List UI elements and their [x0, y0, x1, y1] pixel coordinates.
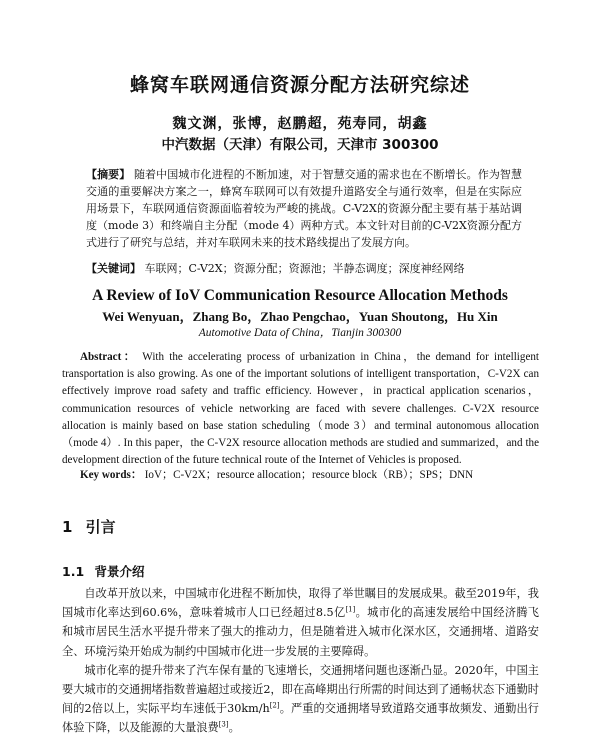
body-text [62, 584, 539, 738]
section-1-number: 1 [62, 518, 73, 536]
english-abstract [62, 349, 539, 469]
chinese-abstract [86, 166, 522, 251]
chinese-abstract-label: 【摘要】 [86, 168, 131, 181]
section-1-1-title: 背景介绍 [94, 564, 145, 579]
paragraph-2-text-a: 城市化率的提升带来了汽车保有量的飞速增长，交通拥堵问题也逐渐凸显。2020年，中国主要大城市的交通拥堵指数普遍超过或接近2，即在高峰期出行所需的时间达到了通畅状态下通勤时间的2倍以上，实际平均车速低于30km/h [62, 663, 539, 716]
section-1-title: 引言 [85, 518, 116, 536]
english-authors: Wei Wenyuan，Zhang Bo，Zhao Pengchao，Yuan Shoutong，Hu Xin [102, 309, 498, 324]
citation-1: [1] [345, 605, 356, 614]
section-1-1-heading [62, 562, 145, 580]
chinese-keywords-text: 车联网；C-V2X；资源分配；资源池；半静态调度；深度神经网络 [144, 262, 465, 275]
section-1-1-number: 1.1 [62, 564, 85, 579]
english-keywords [80, 467, 540, 484]
chinese-keywords-label: 【关键词】 [86, 262, 141, 275]
english-affiliation: Automotive Data of China，Tianjin 300300 [198, 327, 402, 339]
paragraph-2 [62, 661, 539, 738]
paragraph-1-text-a: 自改革开放以来，中国城市化进程不断加快，取得了举世瞩目的发展成果。截至2019年，我国城市化率达到60.6%，意味着城市人口已经超过8.5亿 [62, 587, 539, 620]
paragraph-2-text-b: 。严重的交通拥堵导致道路交通事故频发、通勤出行体验下降，以及能源的大量浪费 [62, 702, 539, 735]
chinese-authors: 魏文渊，张博，赵鹏超，苑寿同，胡鑫 [172, 116, 428, 132]
chinese-title: 蜂窝车联网通信资源分配方法研究综述 [129, 74, 470, 96]
english-abstract-label: Abstract： [80, 351, 138, 363]
english-keywords-label: Key words： [80, 469, 142, 481]
english-title: A Review of IoV Communication Resource Allocation Methods [92, 287, 508, 304]
paragraph-1-text-b: 。城市化的高速发展给中国经济腾飞和城市居民生活水平提升带来了强大的推动力，但是随着进入城市化深水区，交通拥堵、道路安全、环境污染开始成为制约中国城市化进一步发展的主要障碍。 [62, 606, 539, 658]
chinese-abstract-text: 随着中国城市化进程的不断加速，对于智慧交通的需求也在不断增长。作为智慧交通的重要解决方案之一，蜂窝车联网可以有效提升道路安全与通行效率，但是在实际应用场景下，车联网通信资源面临着较为严峻的挑战。C-V2X的资源分配主要有基于基站调度（mode 3）和终端自主分配（mode 4）两种方式。本文针对目前的C-V2X资源分配方式进行了研究与总结，并对车联网未来的技术路线提出了发展方向。 [86, 168, 523, 249]
english-keywords-text: IoV；C-V2X；resource allocation；resource block（RB）；SPS；DNN [144, 469, 474, 481]
chinese-affiliation: 中汽数据（天津）有限公司，天津市 300300 [161, 137, 439, 153]
chinese-keywords [86, 260, 522, 277]
paragraph-1 [62, 584, 539, 661]
english-abstract-text: With the accelerating process of urbanization in China，the demand for intelligent transportation is also growing. As one of the important solutions of intelligent transportation，C-V2X can effectively improve road safety and traffic efficiency. However，in practical application scenarios，communication resources of vehicle networking are faced with severe challenges. C-V2X resource allocation is mainly based on base station scheduling（mode 3）and terminal autonomous allocation（mode 4）. In this paper，the C-V2X resource allocation methods are studied and summarized，and the development direction of the future technical route of the Internet of Vehicles is proposed. [62, 351, 539, 467]
citation-2: [2] [269, 701, 280, 710]
citation-3: [3] [218, 720, 229, 729]
paragraph-2-text-c: 。 [228, 721, 240, 735]
section-1-heading [62, 516, 116, 537]
